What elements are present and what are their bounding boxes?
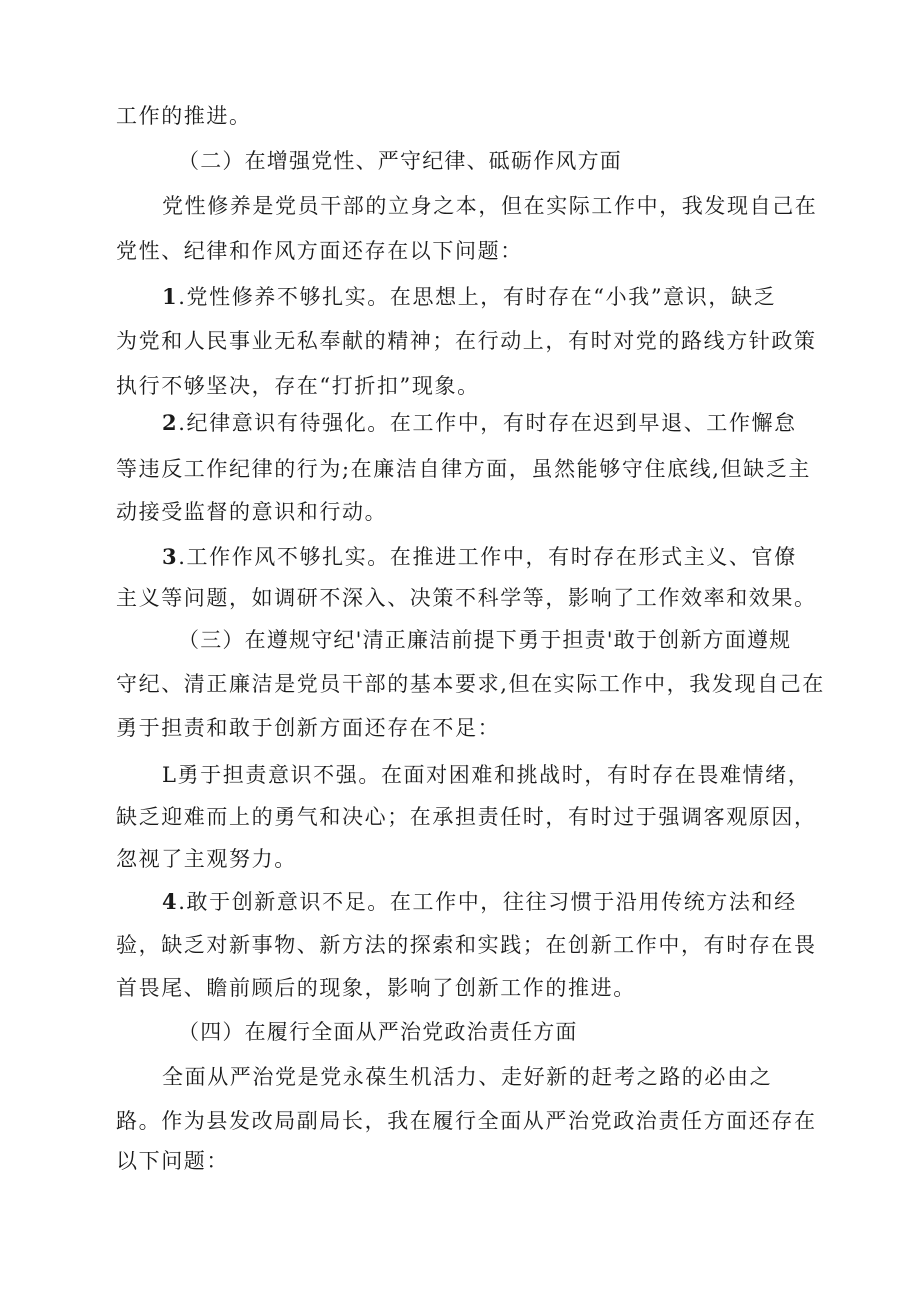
item-number: 1 bbox=[162, 284, 179, 309]
section-heading-2: （二）在增强党性、严守纪律、砥砺作风方面 bbox=[178, 149, 622, 173]
item-number: 4 bbox=[162, 889, 179, 914]
text-line: 首畏尾、瞻前顾后的现象，影响了创新工作的推进。 bbox=[116, 976, 636, 1000]
item-text: .工作作风不够扎实。在推进工作中，有时存在形式主义、官僚 bbox=[178, 545, 797, 569]
list-item-4 bbox=[162, 887, 797, 917]
item-text: .纪律意识有待强化。在工作中，有时存在迟到早退、工作懈怠 bbox=[178, 411, 797, 435]
list-item-3 bbox=[162, 542, 797, 572]
section-heading-4: （四）在履行全面从严治党政治责任方面 bbox=[178, 1020, 578, 1044]
text-line: 忽视了主观努力。 bbox=[116, 847, 297, 871]
text-line: 为党和人民事业无私奉献的精神；在行动上，有时对党的路线方针政策 bbox=[116, 329, 817, 353]
list-item-2 bbox=[162, 408, 797, 438]
item-text: .党性修养不够扎实。在思想上，有时存在“小我”意识，缺乏 bbox=[178, 285, 777, 309]
text-line: 党性修养是党员干部的立身之本，但在实际工作中，我发现自己在 bbox=[162, 194, 818, 218]
item-number: 3 bbox=[162, 544, 179, 569]
text-line: 守纪、清正廉洁是党员干部的基本要求,但在实际工作中，我发现自己在 bbox=[116, 672, 825, 696]
text-line: 动接受监督的意识和行动。 bbox=[116, 500, 388, 524]
text-line: 主义等问题，如调研不深入、决策不科学等，影响了工作效率和效果。 bbox=[116, 586, 817, 610]
text-line: 验，缺乏对新事物、新方法的探索和实践；在创新工作中，有时存在畏 bbox=[116, 933, 817, 957]
text-line: 以下问题： bbox=[116, 1149, 229, 1173]
text-line: 路。作为县发改局副局长，我在履行全面从严治党政治责任方面还存在 bbox=[116, 1109, 817, 1133]
text-line: 党性、纪律和作风方面还存在以下问题： bbox=[116, 239, 523, 263]
item-number: 2 bbox=[162, 410, 179, 435]
list-item-1 bbox=[162, 282, 776, 312]
text-line: 全面从严治党是党永葆生机活力、走好新的赶考之路的必由之 bbox=[162, 1065, 773, 1089]
text-line: 缺乏迎难而上的勇气和决心；在承担责任时，有时过于强调客观原因， bbox=[116, 805, 817, 829]
section-heading-3: （三）在遵规守纪'清正廉洁前提下勇于担责'敢于创新方面遵规 bbox=[178, 628, 792, 652]
text-line: 等违反工作纪律的行为;在廉洁自律方面，虽然能够守住底线,但缺乏主 bbox=[116, 457, 811, 481]
list-item-l: L勇于担责意识不强。在面对困难和挑战时，有时存在畏难情绪， bbox=[162, 763, 811, 787]
item-text: .敢于创新意识不足。在工作中，往往习惯于沿用传统方法和经 bbox=[178, 890, 797, 914]
text-line: 工作的推进。 bbox=[116, 104, 252, 128]
text-line: 执行不够坚决，存在“打折扣”现象。 bbox=[116, 374, 480, 398]
text-line: 勇于担责和敢于创新方面还存在不足： bbox=[116, 716, 501, 740]
